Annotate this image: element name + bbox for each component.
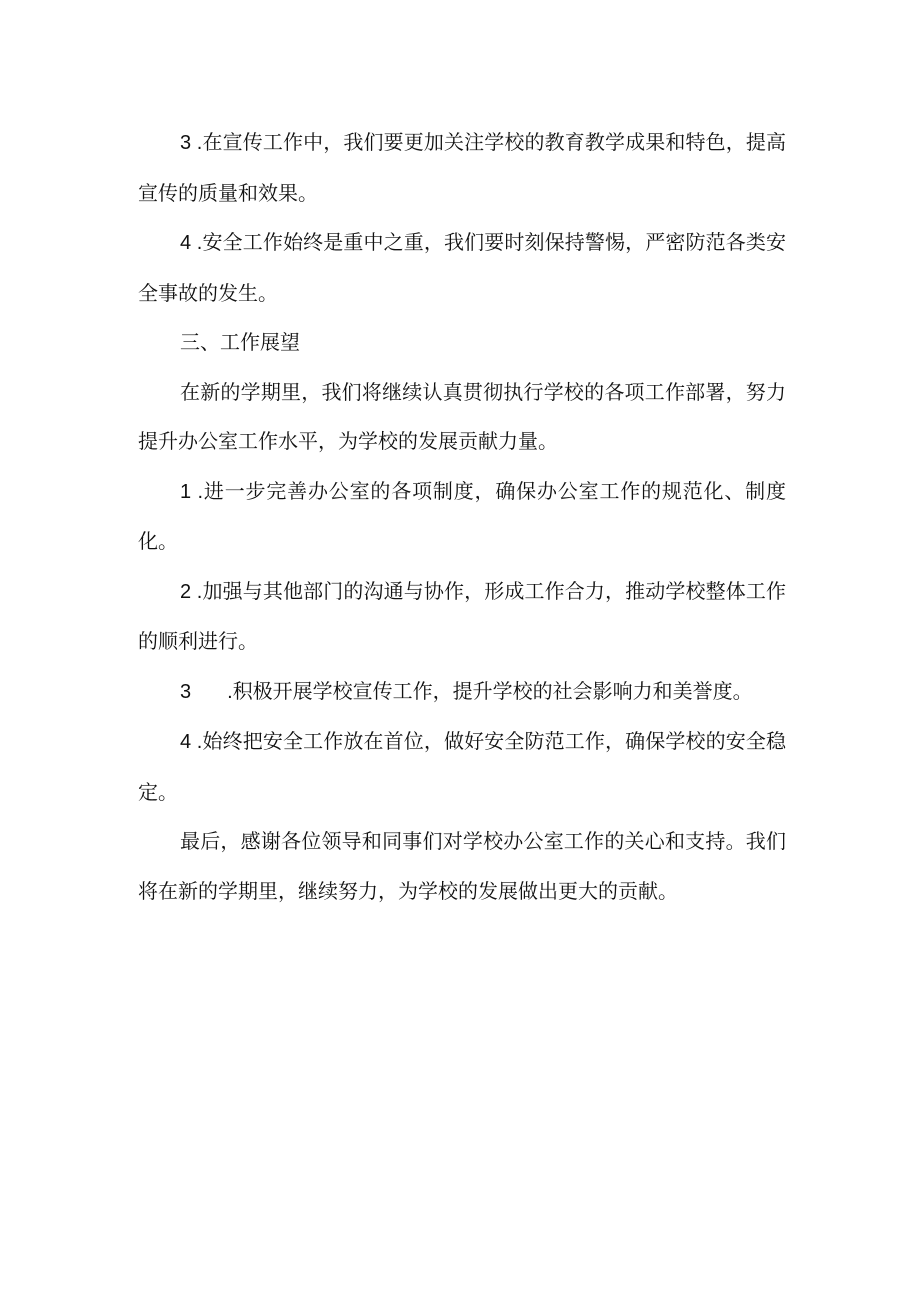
item-separator: . xyxy=(227,680,233,703)
item-separator: . xyxy=(191,731,203,753)
intro-paragraph: 在新的学期里，我们将继续认真贯彻执行学校的各项工作部署，努力提升办公室工作水平，为学校的发展贡献力量。 xyxy=(138,379,786,453)
item-text: 积极开展学校宣传工作，提升学校的社会影响力和美誉度。 xyxy=(232,678,753,703)
item-text: 加强与其他部门的沟通与协作，形成工作合力，推动学校整体工作的顺利进行。 xyxy=(138,578,786,653)
item-text: 安全工作始终是重中之重，我们要时刻保持警惕，严密防范各类安全事故的发生。 xyxy=(138,230,786,305)
item-number: 2 xyxy=(180,580,192,603)
item-number: 1 xyxy=(180,480,192,503)
document-body xyxy=(138,118,786,916)
item-text: 进一步完善办公室的各项制度，确保办公室工作的规范化、制度化。 xyxy=(138,478,786,553)
list-item xyxy=(138,218,786,318)
item-separator: . xyxy=(191,232,203,254)
section-heading: 三、工作展望 xyxy=(180,330,300,354)
list-item xyxy=(138,717,786,817)
item-separator: . xyxy=(191,480,204,503)
list-item xyxy=(138,118,786,218)
list-item xyxy=(138,467,786,567)
item-separator: . xyxy=(191,580,203,603)
item-text: 始终把安全工作放在首位，做好安全防范工作，确保学校的安全稳定。 xyxy=(138,729,786,804)
list-item xyxy=(138,667,786,718)
list-item xyxy=(138,567,786,667)
item-number: 4 xyxy=(180,232,192,254)
item-number: 4 xyxy=(180,731,192,753)
closing-paragraph: 最后，感谢各位领导和同事们对学校办公室工作的关心和支持。我们将在新的学期里，继续努力，为学校的发展做出更大的贡献。 xyxy=(138,829,786,903)
item-number: 3 xyxy=(180,680,192,703)
item-number: 3 xyxy=(180,132,192,154)
item-separator: . xyxy=(191,132,203,154)
item-text: 在宣传工作中，我们要更加关注学校的教育教学成果和特色，提高宣传的质量和效果。 xyxy=(138,130,786,205)
